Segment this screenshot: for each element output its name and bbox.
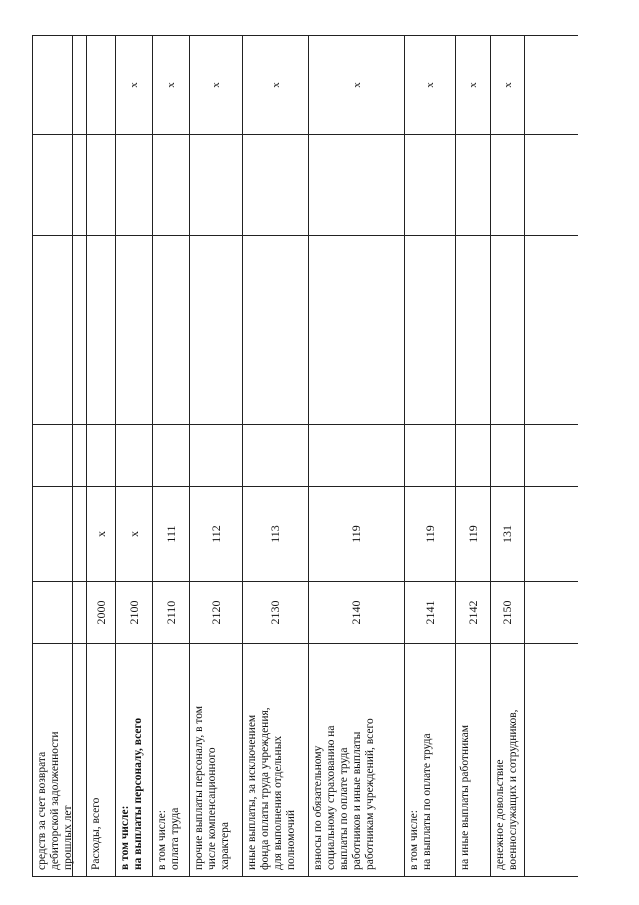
table-cell — [242, 487, 308, 581]
table-cell — [404, 644, 455, 876]
table-cell — [308, 487, 404, 581]
table-cell — [72, 425, 86, 486]
row-label: в том числе: на выплаты персоналу, всего — [119, 717, 144, 870]
table-cell — [490, 644, 525, 876]
table-cell — [189, 135, 242, 235]
table-cell — [86, 487, 115, 581]
row-code: 2140 — [349, 600, 363, 625]
table-cell — [404, 36, 455, 134]
table-cell — [86, 36, 115, 134]
table-cell — [404, 135, 455, 235]
table-cell — [308, 644, 404, 876]
row-kbk: 131 — [500, 525, 514, 543]
table-cell — [86, 644, 115, 876]
row-kbk: 113 — [268, 525, 282, 543]
row-mark: x — [210, 82, 222, 88]
table-cell — [152, 236, 189, 424]
row-code: 2142 — [465, 600, 480, 625]
table-column — [32, 487, 578, 582]
row-kbk: 112 — [208, 525, 223, 543]
row-kbk — [73, 487, 86, 581]
table-cell — [455, 425, 490, 486]
row-mark: x — [165, 82, 177, 88]
row-code: 2150 — [500, 600, 514, 625]
row-code — [33, 582, 72, 643]
table-cell — [490, 36, 525, 134]
table-cell — [72, 644, 86, 876]
row-code: 2110 — [163, 600, 178, 625]
table-cell — [189, 425, 242, 486]
table-cell — [72, 582, 86, 643]
table-cell — [32, 425, 72, 486]
table-cell — [490, 425, 525, 486]
row-code: 2130 — [268, 600, 282, 625]
table-cell — [32, 487, 72, 581]
table-cell — [490, 135, 525, 235]
table-cell — [115, 487, 152, 581]
table-cell — [490, 487, 525, 581]
table-cell — [152, 582, 189, 643]
table-cell — [189, 487, 242, 581]
table-cell — [115, 425, 152, 486]
row-code: 2120 — [208, 600, 223, 625]
table-cell — [115, 135, 152, 235]
table-cell — [455, 36, 490, 134]
table-column — [32, 236, 578, 425]
rotated-table — [32, 35, 578, 877]
table-cell — [86, 582, 115, 643]
table-cell — [189, 582, 242, 643]
table-cell — [152, 135, 189, 235]
row-mark: x — [424, 82, 436, 88]
row-kbk: 119 — [465, 525, 480, 543]
table-cell — [32, 135, 72, 235]
table-cell — [72, 236, 86, 424]
table-cell — [86, 236, 115, 424]
table-cell — [32, 644, 72, 876]
table-column — [32, 582, 578, 644]
table-cell — [189, 36, 242, 134]
table-column — [32, 135, 578, 236]
table-cell — [455, 135, 490, 235]
row-code: 2000 — [93, 600, 108, 625]
table-cell — [72, 36, 86, 134]
row-code: 2100 — [126, 600, 141, 625]
table-cell — [32, 582, 72, 643]
table-cell — [242, 135, 308, 235]
table-cell — [242, 644, 308, 876]
table-cell — [490, 236, 525, 424]
row-mark: x — [128, 82, 140, 88]
row-mark — [73, 36, 86, 134]
row-label: иные выплаты, за исключением фонда оплаты труда учреждения, для выполнения отдельных полномочий — [246, 707, 297, 870]
table-cell — [115, 36, 152, 134]
table-cell — [404, 236, 455, 424]
table-cell — [242, 236, 308, 424]
table-cell — [455, 644, 490, 876]
table-cell — [152, 644, 189, 876]
row-mark: x — [350, 82, 363, 88]
table-cell — [490, 582, 525, 643]
row-kbk — [33, 487, 72, 581]
row-mark: x — [467, 82, 479, 88]
table-cell — [152, 425, 189, 486]
row-mark — [33, 36, 72, 134]
row-code — [73, 582, 86, 643]
row-label: денежное довольствие военнослужащих и сотрудников, — [494, 709, 519, 870]
row-kbk: x — [126, 531, 141, 537]
table-cell — [404, 487, 455, 581]
table-cell — [115, 236, 152, 424]
table-cell — [308, 425, 404, 486]
table-cell — [189, 644, 242, 876]
table-cell — [32, 36, 72, 134]
table-cell — [308, 135, 404, 235]
row-label: прочие выплаты персоналу, в том числе компенсационного характера — [193, 705, 231, 870]
table-cell — [308, 236, 404, 424]
row-code: 2141 — [422, 600, 437, 625]
table-cell — [32, 236, 72, 424]
table-cell — [72, 487, 86, 581]
table-cell — [72, 135, 86, 235]
row-mark: x — [501, 82, 514, 88]
table-column — [32, 425, 578, 487]
row-label: в том числе: на выплаты по оплате труда — [408, 733, 433, 870]
table-cell — [152, 36, 189, 134]
row-label: на иные выплаты работникам — [459, 724, 471, 870]
row-mark: x — [269, 82, 282, 88]
row-kbk: 119 — [349, 525, 363, 543]
table-cell — [455, 582, 490, 643]
table-cell — [242, 425, 308, 486]
table-cell — [455, 236, 490, 424]
row-label — [73, 644, 79, 876]
row-label: средств за счет возврата дебиторской задолженности прошлых лет — [36, 731, 74, 870]
table-cell — [86, 135, 115, 235]
table-cell — [404, 582, 455, 643]
row-kbk: 111 — [163, 525, 178, 543]
table-cell — [242, 36, 308, 134]
table-cell — [242, 582, 308, 643]
row-label: взносы по обязательному социальному страхованию на выплаты по оплате труда работников и иные выплаты работникам учреждений, всего — [312, 718, 376, 870]
row-label: в том числе: оплата труда — [156, 807, 181, 870]
table-cell — [308, 582, 404, 643]
table-cell — [404, 425, 455, 486]
table-column — [32, 35, 578, 135]
table-cell — [115, 644, 152, 876]
table-cell — [115, 582, 152, 643]
row-kbk: 119 — [422, 525, 437, 543]
table-cell — [152, 487, 189, 581]
table-cell — [189, 236, 242, 424]
table-column — [32, 644, 578, 877]
table-cell — [86, 425, 115, 486]
row-mark — [87, 36, 115, 134]
row-kbk: x — [93, 531, 108, 537]
table-cell — [308, 36, 404, 134]
row-label: Расходы, всего — [90, 797, 102, 870]
table-cell — [455, 487, 490, 581]
